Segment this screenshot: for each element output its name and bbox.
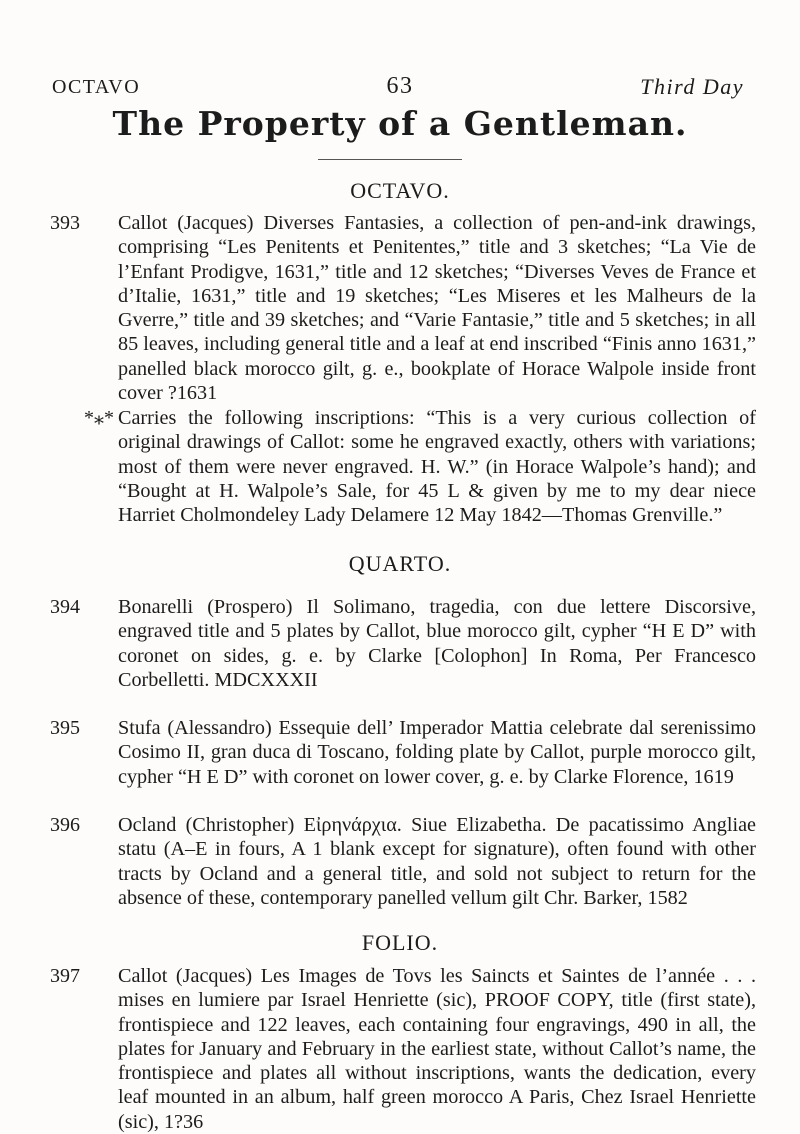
lot-number-396: 396: [50, 814, 80, 836]
title-rule: [318, 159, 462, 160]
lot-number-395: 395: [50, 717, 80, 739]
page-number: 63: [386, 73, 414, 99]
running-head-day: Third Day: [640, 74, 744, 99]
note-asterism: *⁎*: [84, 407, 114, 429]
lot-entry-397: Callot (Jacques) Les Images de Tovs les Saincts et Saintes de l’année . . . mises en lumiere par Israel Henriette (sic), PROOF COPY, title (first state), frontispiece and 122 leaves, each containing four engravings, 490 in all, the plates for January and February in the earliest state, without Callot’s name, the frontispiece and plates all without inscriptions, wants the dedication, every leaf mounted in an album, half green morocco A Paris, Chez Israel Henriette (sic), 1?36: [118, 965, 756, 1133]
lot-entry-395: Stufa (Alessandro) Essequie dell’ Imperador Mattia celebrate dal serenissimo Cosimo II, gran duca di Toscano, folding plate by Callot, purple morocco gilt, cypher “H E D” with coronet on lower cover, g. e. by Clarke Florence, 1619: [118, 717, 756, 788]
lot-number-394: 394: [50, 596, 80, 618]
lot-number-397: 397: [50, 965, 80, 987]
section-heading-octavo: OCTAVO.: [350, 178, 450, 203]
page-title: The Property of a Gentleman.: [112, 104, 688, 143]
lot-entry-394: Bonarelli (Prospero) Il Solimano, tragedia, con due lettere Discorsive, engraved title and 5 plates by Callot, blue morocco gilt, cypher “H E D” with coronet on sides, g. e. by Clarke [Colophon] In Roma, Per Francesco Corbelletti. MDCXXXII: [118, 596, 756, 691]
lot-entry-396: Ocland (Christopher) Εἰρηνάρχια. Siue Elizabetha. De pacatissimo Angliae statu (A–E in fours, A 1 blank except for signature), often found with other tracts by Ocland and a general title, and sold not subject to return for the absence of these, contemporary panelled vellum gilt Chr. Barker, 1582: [118, 814, 756, 909]
running-head-format: OCTAVO: [52, 76, 141, 98]
lot-note-393: Carries the following inscriptions: “This is a very curious collection of original drawings of Callot: some he engraved exactly, others with variations; most of them were never engraved. H. W.” (in Horace Walpole’s hand); and “Bought at H. Walpole’s Sale, for 45 L & given by me to my dear niece Harriet Cholmondeley Lady Delamere 12 May 1842—Thomas Grenville.”: [118, 407, 756, 527]
section-heading-quarto: QUARTO.: [348, 551, 452, 576]
section-heading-folio: FOLIO.: [361, 930, 439, 955]
lot-number-393: 393: [50, 212, 80, 234]
lot-entry-393: Callot (Jacques) Diverses Fantasies, a collection of pen-and-ink drawings, comprising “Les Penitents et Penitentes,” title and 3 sketches; “La Vie de l’Enfant Prodigve, 1631,” title and 12 sketches; “Diverses Veves de France et d’Italie, 1631,” title and 19 sketches; “Les Miseres et les Malheurs de la Gverre,” title and 39 sketches; and “Varie Fantasie,” title and 5 sketches; in all 85 leaves, including general title and a leaf at end inscribed “Finis anno 1631,” panelled black morocco gilt, g. e., bookplate of Horace Walpole inside front cover ?1631: [118, 212, 756, 405]
